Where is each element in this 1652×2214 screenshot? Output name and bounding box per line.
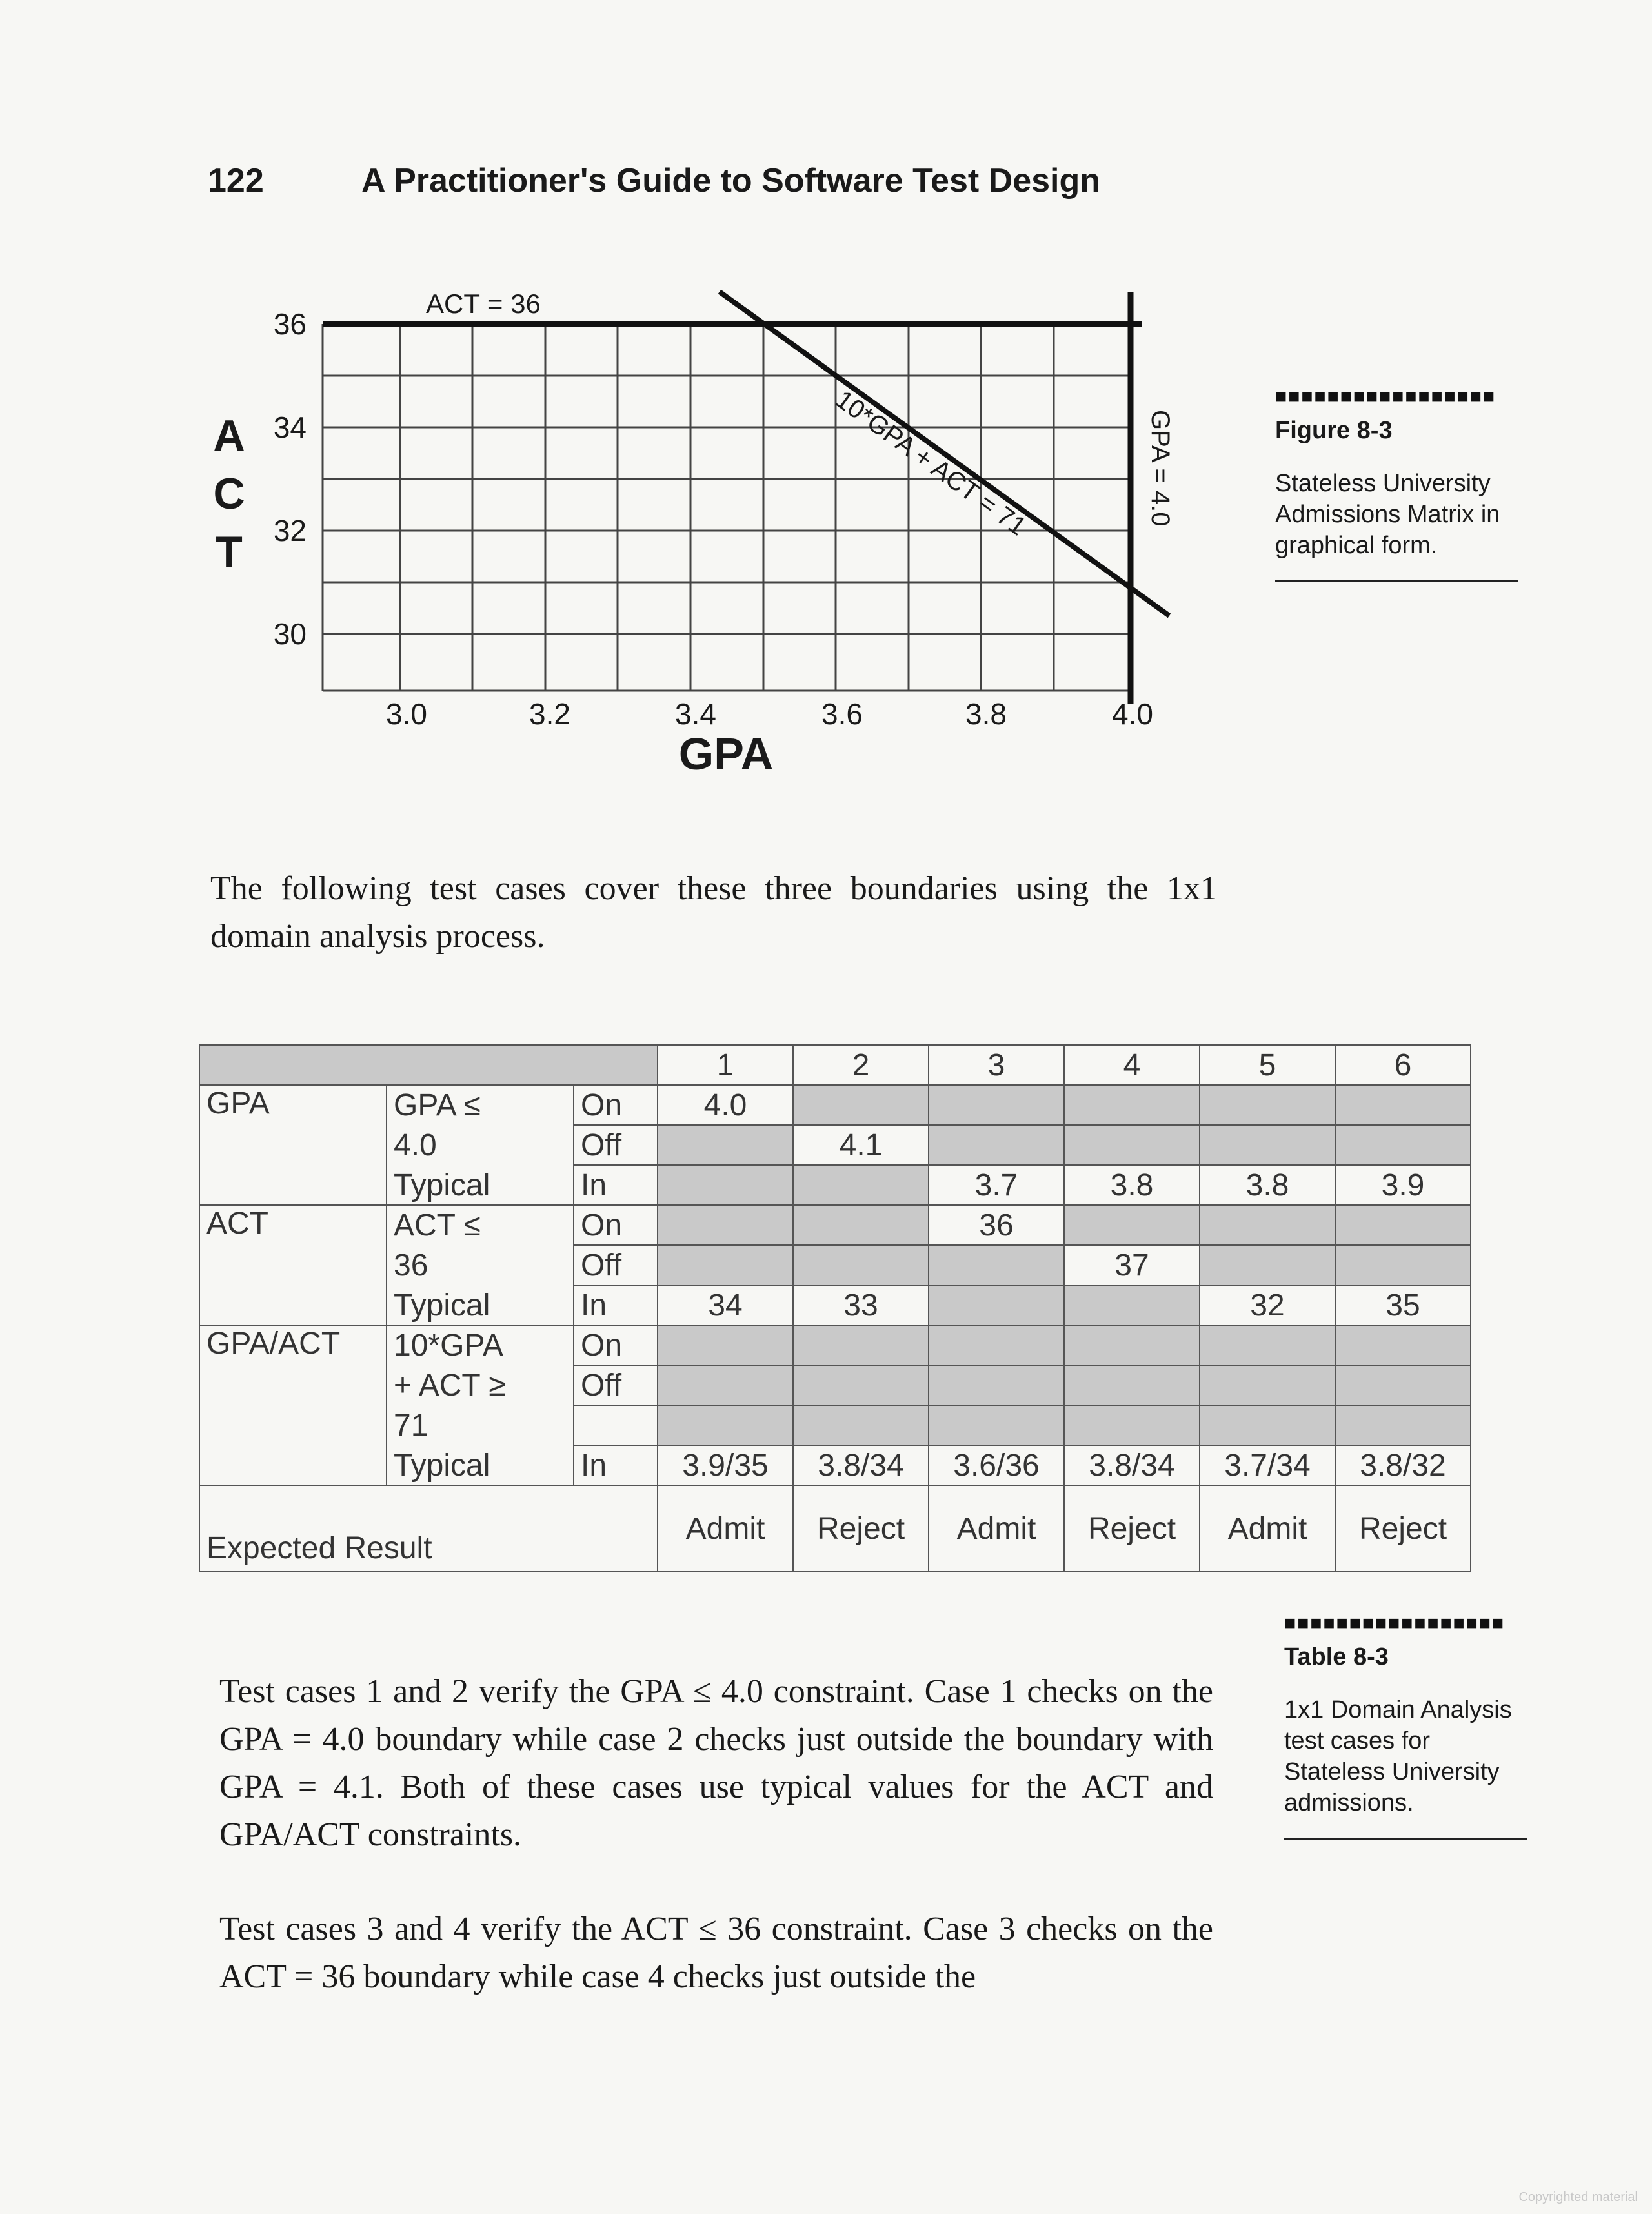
- value-cell: [658, 1245, 793, 1285]
- case-number-cell: 1: [658, 1045, 793, 1085]
- intro-paragraph: The following test cases cover these three boundaries using the 1x1 domain analysis process.: [210, 870, 1217, 955]
- boundary-type-cell: Off: [574, 1245, 658, 1285]
- value-cell: [929, 1285, 1064, 1325]
- value-cell: [1200, 1125, 1335, 1165]
- value-cell: [658, 1125, 793, 1165]
- expected-result-cell: Admit: [1200, 1485, 1335, 1572]
- value-cell: 4.0: [658, 1085, 793, 1125]
- y-tick-label: 36: [273, 307, 307, 341]
- table-row: [199, 1245, 1471, 1285]
- boundary-type-cell: Off: [574, 1125, 658, 1165]
- act-test-paragraph: Test cases 3 and 4 verify the ACT ≤ 36 constraint. Case 3 checks on the ACT = 36 boundary while case 4 checks just outside the: [219, 1911, 1213, 1995]
- gpa-line-label: GPA = 4.0: [1146, 410, 1174, 527]
- boundary-type-cell: In: [574, 1445, 658, 1485]
- value-cell: 32: [1200, 1285, 1335, 1325]
- y-tick-label: 30: [273, 617, 307, 651]
- y-axis-title-letter: C: [213, 469, 245, 518]
- value-cell: [1200, 1205, 1335, 1245]
- case-number-cell: 6: [1335, 1045, 1471, 1085]
- value-cell: [658, 1165, 793, 1205]
- figure-caption-block: [1275, 386, 1518, 582]
- value-cell: [929, 1245, 1064, 1285]
- category-cell: GPA: [199, 1085, 387, 1205]
- y-axis-ticks: [274, 307, 307, 651]
- value-cell: [929, 1325, 1064, 1365]
- test-case-table: [199, 1044, 1471, 1572]
- caption-line: 1x1 Domain Analysis: [1284, 1696, 1512, 1723]
- caption-marker: ■■■■■■■■■■■■■■■■■: [1275, 386, 1496, 407]
- boundary-type-cell: [574, 1405, 658, 1445]
- y-tick-label: 34: [273, 411, 307, 444]
- value-cell: [793, 1085, 929, 1125]
- caption-line: graphical form.: [1275, 532, 1438, 559]
- value-cell: [1200, 1325, 1335, 1365]
- value-cell: 4.1: [793, 1125, 929, 1165]
- value-cell: 3.8/32: [1335, 1445, 1471, 1485]
- value-cell: [793, 1325, 929, 1365]
- value-cell: [929, 1405, 1064, 1445]
- value-cell: [929, 1125, 1064, 1165]
- table-row: [199, 1285, 1471, 1325]
- caption-line: Stateless University: [1284, 1758, 1500, 1785]
- value-cell: 34: [658, 1285, 793, 1325]
- value-cell: [1064, 1365, 1200, 1405]
- gpa-act-71-boundary-line: [720, 292, 1169, 616]
- condition-cell: 36: [387, 1245, 574, 1285]
- value-cell: 3.6/36: [929, 1445, 1064, 1485]
- caption-line: test cases for: [1284, 1727, 1430, 1754]
- value-cell: [1064, 1405, 1200, 1445]
- condition-cell: Typical: [387, 1445, 574, 1485]
- caption-line: admissions.: [1284, 1789, 1414, 1816]
- case-number-cell: 2: [793, 1045, 929, 1085]
- value-cell: [658, 1405, 793, 1445]
- boundary-type-cell: In: [574, 1165, 658, 1205]
- table-row: [199, 1205, 1471, 1245]
- x-axis-ticks: [386, 697, 1153, 731]
- boundary-type-cell: Off: [574, 1365, 658, 1405]
- value-cell: [1335, 1325, 1471, 1365]
- table-caption: [1284, 1694, 1527, 1818]
- value-cell: [1064, 1285, 1200, 1325]
- figure-caption: [1275, 468, 1518, 561]
- value-cell: 3.7: [929, 1165, 1064, 1205]
- value-cell: [929, 1085, 1064, 1125]
- y-tick-label: 32: [273, 514, 307, 547]
- x-tick-label: 4.0: [1112, 697, 1153, 731]
- boundary-type-cell: In: [574, 1285, 658, 1325]
- value-cell: [929, 1365, 1064, 1405]
- value-cell: [793, 1245, 929, 1285]
- expected-result-row: [199, 1485, 1471, 1572]
- value-cell: [658, 1325, 793, 1365]
- condition-cell: Typical: [387, 1285, 574, 1325]
- condition-cell: ACT ≤: [387, 1205, 574, 1245]
- value-cell: 3.7/34: [1200, 1445, 1335, 1485]
- expected-result-label: Expected Result: [199, 1485, 658, 1572]
- value-cell: 3.8: [1064, 1165, 1200, 1205]
- table-row: [199, 1325, 1471, 1365]
- value-cell: 3.8: [1200, 1165, 1335, 1205]
- y-axis-title: [213, 411, 245, 576]
- value-cell: [1335, 1365, 1471, 1405]
- condition-cell: + ACT ≥: [387, 1365, 574, 1405]
- table-row: [199, 1125, 1471, 1165]
- condition-cell: 4.0: [387, 1125, 574, 1165]
- gpa-test-paragraph: Test cases 1 and 2 verify the GPA ≤ 4.0 constraint. Case 1 checks on the GPA = 4.0 boundary while case 2 checks just outside the boundary with GPA = 4.1. Both of these cases use typical values for the ACT and GPA/ACT constraints.: [219, 1673, 1213, 1853]
- x-axis-title: GPA: [678, 729, 774, 779]
- x-tick-label: 3.2: [529, 697, 570, 731]
- table-row: [199, 1085, 1471, 1125]
- caption-line: Stateless University: [1275, 470, 1491, 497]
- value-cell: [1335, 1085, 1471, 1125]
- x-tick-label: 3.6: [821, 697, 863, 731]
- diagonal-label: 10*GPA + ACT = 71: [830, 385, 1032, 542]
- value-cell: [1064, 1325, 1200, 1365]
- value-cell: [1200, 1245, 1335, 1285]
- value-cell: [658, 1205, 793, 1245]
- expected-result-cell: Reject: [1064, 1485, 1200, 1572]
- header-blank-cell: [199, 1045, 658, 1085]
- value-cell: 33: [793, 1285, 929, 1325]
- case-number-cell: 4: [1064, 1045, 1200, 1085]
- value-cell: [1064, 1085, 1200, 1125]
- caption-line: Admissions Matrix in: [1275, 501, 1500, 528]
- category-cell: ACT: [199, 1205, 387, 1325]
- category-cell: GPA/ACT: [199, 1325, 387, 1485]
- condition-cell: Typical: [387, 1165, 574, 1205]
- value-cell: 3.9: [1335, 1165, 1471, 1205]
- value-cell: [793, 1205, 929, 1245]
- condition-cell: GPA ≤: [387, 1085, 574, 1125]
- case-number-cell: 5: [1200, 1045, 1335, 1085]
- table-row: [199, 1365, 1471, 1405]
- table-row: [199, 1405, 1471, 1445]
- book-title: A Practitioner's Guide to Software Test Design: [361, 162, 1101, 199]
- boundary-type-cell: On: [574, 1085, 658, 1125]
- act-line-label: ACT = 36: [426, 289, 541, 319]
- value-cell: 35: [1335, 1285, 1471, 1325]
- figure-number: Figure 8-3: [1275, 417, 1393, 444]
- boundary-type-cell: On: [574, 1205, 658, 1245]
- value-cell: [1335, 1125, 1471, 1165]
- caption-rule: [1284, 1838, 1527, 1840]
- x-tick-label: 3.0: [386, 697, 427, 731]
- value-cell: 3.9/35: [658, 1445, 793, 1485]
- table-row: [199, 1165, 1471, 1205]
- table-caption-block: [1284, 1612, 1527, 1840]
- value-cell: [1200, 1405, 1335, 1445]
- value-cell: 3.8/34: [793, 1445, 929, 1485]
- y-axis-title-letter: A: [213, 411, 245, 460]
- copyright-watermark: Copyrighted material: [1518, 2190, 1638, 2204]
- value-cell: [1335, 1205, 1471, 1245]
- value-cell: [1335, 1245, 1471, 1285]
- boundary-type-cell: On: [574, 1325, 658, 1365]
- condition-cell: 71: [387, 1405, 574, 1445]
- value-cell: 3.8/34: [1064, 1445, 1200, 1485]
- x-tick-label: 3.4: [675, 697, 716, 731]
- value-cell: [658, 1365, 793, 1405]
- expected-result-cell: Reject: [1335, 1485, 1471, 1572]
- value-cell: [1200, 1085, 1335, 1125]
- table-header-row: [199, 1045, 1471, 1085]
- x-tick-label: 3.8: [965, 697, 1007, 731]
- y-axis-title-letter: T: [216, 527, 243, 576]
- admissions-matrix-graph: [194, 278, 1187, 794]
- value-cell: 37: [1064, 1245, 1200, 1285]
- value-cell: [1335, 1405, 1471, 1445]
- value-cell: [793, 1405, 929, 1445]
- value-cell: [1064, 1125, 1200, 1165]
- value-cell: [1064, 1205, 1200, 1245]
- case-number-cell: 3: [929, 1045, 1064, 1085]
- expected-result-cell: Admit: [658, 1485, 793, 1572]
- table-row: [199, 1445, 1471, 1485]
- caption-rule: [1275, 580, 1518, 582]
- expected-result-cell: Reject: [793, 1485, 929, 1572]
- condition-cell: 10*GPA: [387, 1325, 574, 1365]
- value-cell: [793, 1165, 929, 1205]
- value-cell: 36: [929, 1205, 1064, 1245]
- value-cell: [793, 1365, 929, 1405]
- value-cell: [1200, 1365, 1335, 1405]
- expected-result-cell: Admit: [929, 1485, 1064, 1572]
- caption-marker: ■■■■■■■■■■■■■■■■■: [1284, 1612, 1506, 1634]
- page-number: 122: [208, 162, 264, 199]
- table-number: Table 8-3: [1284, 1643, 1389, 1671]
